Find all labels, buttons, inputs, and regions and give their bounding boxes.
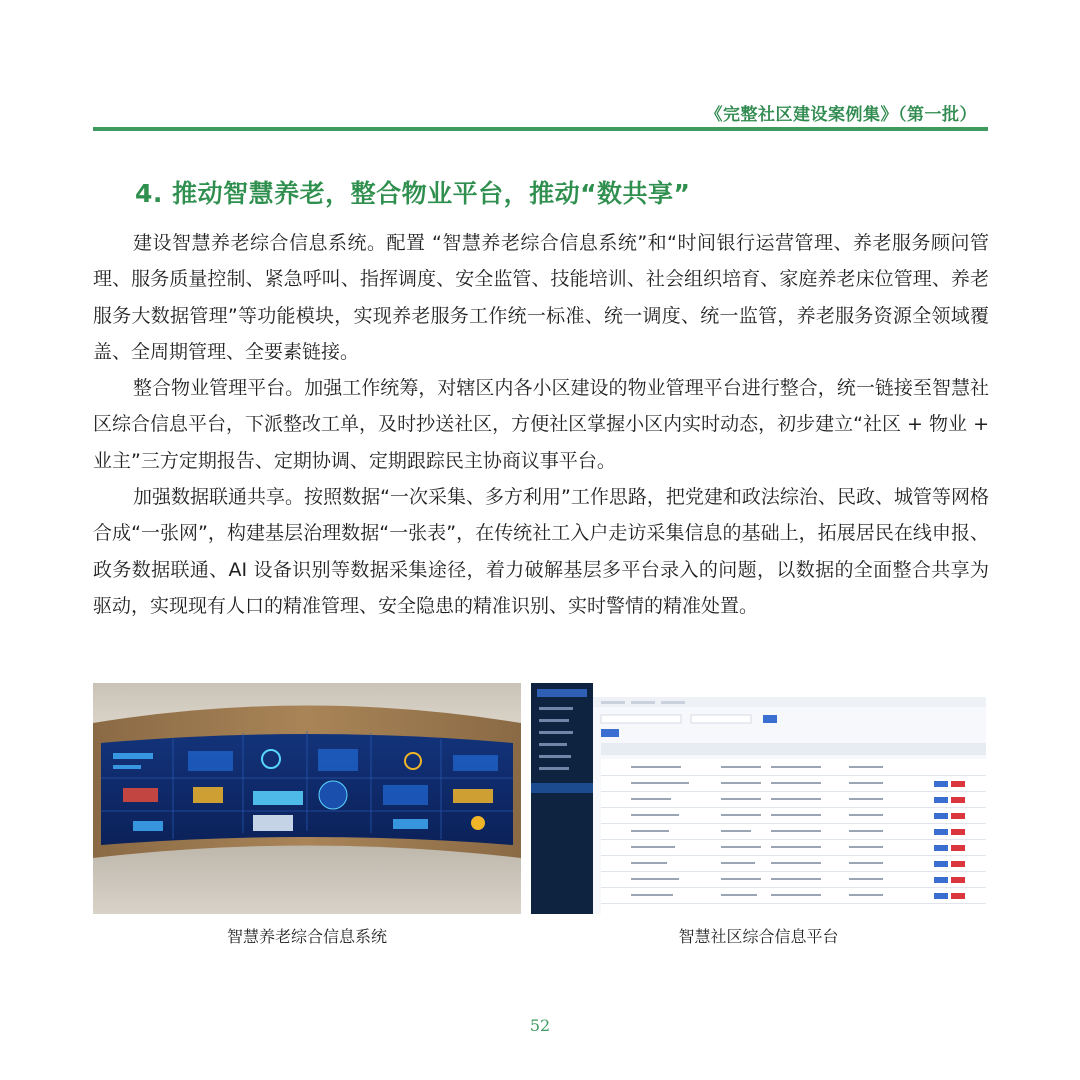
section-title: 4. 推动智慧养老，整合物业平台，推动“数共享” (135, 179, 691, 208)
photo-elderly-care-system (93, 683, 521, 914)
figure-caption-right: 智慧社区综合信息平台 (678, 927, 839, 946)
body-text (93, 225, 989, 624)
page-number: 52 (529, 1016, 551, 1035)
admin-ui-image (531, 683, 986, 914)
paragraph-property-platform: 整合物业管理平台。加强工作统筹，对辖区内各小区建设的物业管理平台进行整合，统一链接至智慧社区综合信息平台，下派整改工单，及时抄送社区，方便社区掌握小区内实时动态，初步建立“社区 + 物业 + 业主”三方定期报告、定期协调、定期跟踪民主协商议事平台。 (93, 377, 989, 472)
paragraph-elderly-care: 建设智慧养老综合信息系统。配置 “智慧养老综合信息系统”和“时间银行运营管理、养老服务顾问管理、服务质量控制、紧急呼叫、指挥调度、安全监管、技能培训、社会组织培育、家庭养老床位管理、养老服务大数据管理”等功能模块，实现养老服务工作统一标准、统一调度、统一监管，养老服务资源全领域覆盖、全周期管理、全要素链接。 (93, 232, 989, 363)
header-title: 《完整社区建设案例集》（第一批） (705, 105, 977, 125)
video-wall-image (93, 683, 521, 914)
photo-community-platform (531, 683, 986, 914)
header-rule (93, 127, 988, 131)
paragraph-data-sharing: 加强数据联通共享。按照数据“一次采集、多方利用”工作思路，把党建和政法综治、民政、城管等网格合成“一张网”，构建基层治理数据“一张表”，在传统社工入户走访采集信息的基础上，拓展居民在线申报、政务数据联通、AI 设备识别等数据采集途径，着力破解基层多平台录入的问题，以数据的全面整合共享为驱动，实现现有人口的精准管理、安全隐患的精准识别、实时警情的精准处置。 (93, 486, 989, 617)
figure-caption-left: 智慧养老综合信息系统 (226, 927, 387, 946)
